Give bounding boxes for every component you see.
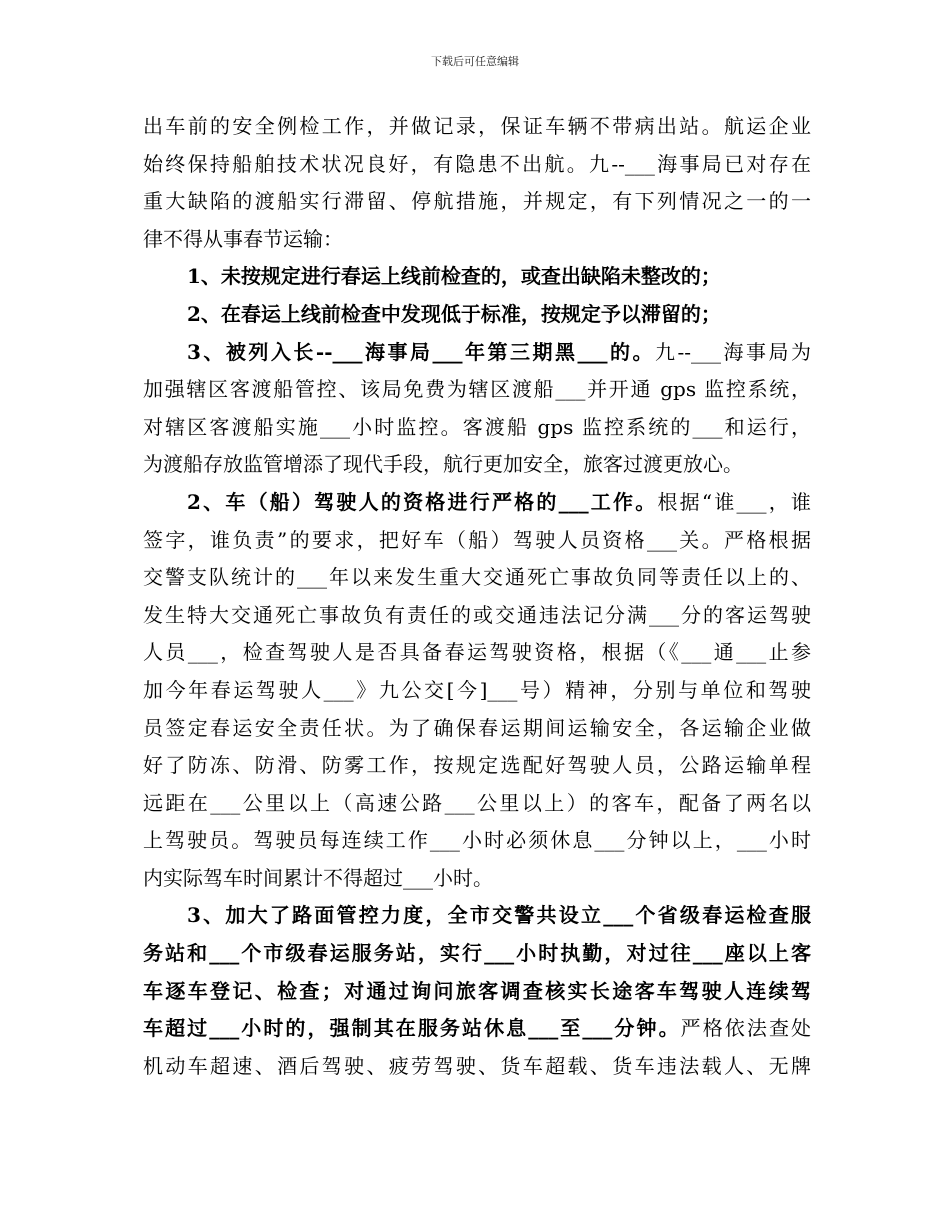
text-line: 始终保持船舶技术状况良好，有隐患不出航。九--___海事局已对存在 (143, 151, 811, 176)
list-item: 2、在春运上线前检查中发现低于标准，按规定予以滞留的； (187, 301, 721, 326)
list-item: 3、被列入长--___海事局___年第三期黑___的。九--___海事局为 (187, 339, 811, 364)
text-line: 车超过___小时的，强制其在服务站休息___至___分钟。严格依法查处 (143, 1016, 811, 1041)
text-line: 律不得从事春节运输： (143, 226, 343, 251)
list-item: 1、未按规定进行春运上线前检查的，或查出缺陷未整改的； (187, 264, 721, 289)
text-line: 对辖区客渡船实施___小时监控。客渡船 gps 监控系统的___和运行， (143, 414, 811, 439)
text-line: 重大缺陷的渡船实行滞留、停航措施，并规定，有下列情况之一的一 (143, 189, 811, 214)
document-body (143, 108, 811, 1085)
text-line: 交警支队统计的___年以来发生重大交通死亡事故负同等责任以上的、 (143, 565, 811, 590)
paragraph-heading: 3、加大了路面管控力度，全市交警共设立___个省级春运检查服 (187, 903, 811, 928)
text-line: 远距在___公里以上（高速公路___公里以上）的客车，配备了两名以 (143, 790, 811, 815)
text-line: 出车前的安全例检工作，并做记录，保证车辆不带病出站。航运企业 (143, 114, 811, 138)
text-line: 人员___，检查驾驶人是否具备春运驾驶资格，根据（《___通___止参 (143, 640, 811, 665)
text-line: 车逐车登记、检查；对通过询问旅客调查核实长途客车驾驶人连续驾 (143, 978, 811, 1003)
text-line: 加强辖区客渡船管控、该局免费为辖区渡船___并开通 gps 监控系统， (143, 377, 811, 402)
text-line: 机动车超速、酒后驾驶、疲劳驾驶、货车超载、货车违法载人、无牌 (143, 1053, 811, 1078)
text-line: 发生特大交通死亡事故负有责任的或交通违法记分满___分的客运驾驶 (143, 602, 811, 627)
text-line: 员签定春运安全责任状。为了确保春运期间运输安全，各运输企业做 (143, 715, 811, 740)
text-line: 好了防冻、防滑、防雾工作，按规定选配好驾驶人员，公路运输单程 (143, 753, 811, 778)
text-line: 内实际驾车时间累计不得超过___小时。 (143, 865, 493, 890)
text-line: 加今年春运驾驶人___》九公交[今]___号）精神，分别与单位和驾驶 (143, 677, 811, 702)
text-line: 务站和___个市级春运服务站，实行___小时执勤，对过往___座以上客 (143, 941, 811, 966)
page-header: 下载后可任意编辑 (431, 55, 519, 68)
text-line: 上驾驶员。驾驶员每连续工作___小时必须休息___分钟以上，___小时 (143, 828, 811, 853)
paragraph-heading: 2、车（船）驾驶人的资格进行严格的___工作。根据“谁___，谁 (187, 489, 811, 514)
text-line: 签字，谁负责”的要求，把好车（船）驾驶人员资格___关。严格根据 (143, 527, 811, 552)
text-line: 为渡船存放监管增添了现代手段，航行更加安全，旅客过渡更放心。 (143, 452, 743, 477)
